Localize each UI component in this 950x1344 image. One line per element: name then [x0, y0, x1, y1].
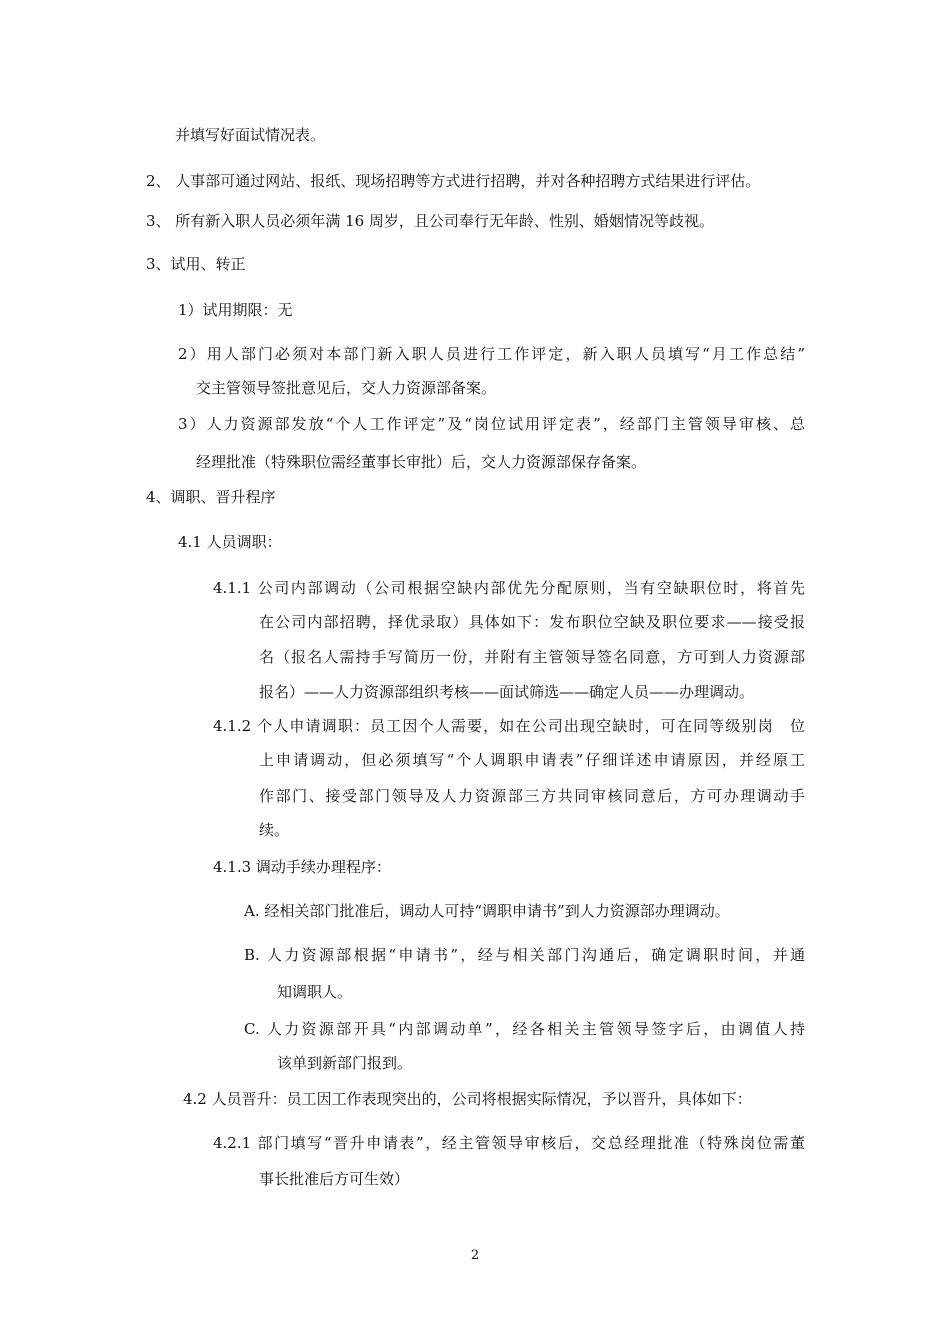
text-line: 经理批准（特殊职位需经董事长审批）后，交人力资源部保存备案。	[196, 453, 647, 471]
list-item: B. 人力资源部根据“申请书”，经与相关部门沟通后，确定调职时间，并通	[244, 946, 805, 964]
subsection-heading: 4.2 人员晋升：员工因工作表现突出的，公司将根据实际情况，予以晋升，具体如下：	[183, 1090, 752, 1108]
list-item: 1）试用期限：无	[178, 301, 293, 319]
list-item: 4.1.3 调动手续办理程序：	[213, 858, 391, 876]
text-line: 续。	[259, 821, 290, 839]
text-line: 作部门、接受部门领导及人力资源部三方共同审核同意后，方可办理调动手	[259, 787, 805, 805]
list-item: 4.1.2 个人申请调职：员工因个人需要，如在公司出现空缺时，可在同等级别岗 位	[213, 717, 805, 735]
list-item: C. 人力资源部开具“内部调动单”，经各相关主管领导签字后，由调值人持	[244, 1020, 805, 1038]
page-number: 2	[470, 1248, 480, 1263]
list-item: 3、 所有新入职人员必须年满 16 周岁，且公司奉行无年龄、性别、婚姻情况等歧视。	[146, 212, 714, 230]
list-item: 4.2.1 部门填写“晋升申请表”，经主管领导审核后，交总经理批准（特殊岗位需董	[213, 1134, 805, 1152]
text-line: 知调职人。	[277, 983, 353, 1001]
list-item: A. 经相关部门批准后，调动人可持“调职申请书”到人力资源部办理调动。	[244, 902, 730, 920]
text-line: 并填写好面试情况表。	[175, 126, 326, 144]
text-line: 事长批准后方可生效）	[259, 1170, 410, 1188]
text-line: 上申请调动，但必须填写“个人调职申请表”仔细详述申请原因，并经原工	[259, 751, 805, 769]
text-line: 报名）——人力资源部组织考核——面试筛选——确定人员——办理调动。	[259, 683, 755, 701]
list-item: 3）人力资源部发放“个人工作评定”及“岗位试用评定表”，经部门主管领导审核、总	[178, 415, 805, 433]
text-line: 该单到新部门报到。	[277, 1054, 413, 1072]
text-line: 在公司内部招聘，择优录取）具体如下：发布职位空缺及职位要求——接受报	[259, 613, 805, 631]
subsection-heading: 4.1 人员调职：	[178, 533, 282, 551]
list-item: 2、 人事部可通过网站、报纸、现场招聘等方式进行招聘，并对各种招聘方式结果进行评估。	[146, 172, 761, 190]
text-line: 名（报名人需持手写简历一份，并附有主管领导签名同意，方可到人力资源部	[259, 648, 805, 666]
list-item: 4.1.1 公司内部调动（公司根据空缺内部优先分配原则，当有空缺职位时，将首先	[213, 579, 805, 597]
section-heading: 4、调职、晋升程序	[146, 488, 276, 506]
section-heading: 3、试用、转正	[146, 255, 246, 273]
list-item: 2）用人部门必须对本部门新入职人员进行工作评定，新入职人员填写“月工作总结”	[178, 345, 805, 363]
text-line: 交主管领导签批意见后，交人力资源部备案。	[196, 379, 497, 397]
